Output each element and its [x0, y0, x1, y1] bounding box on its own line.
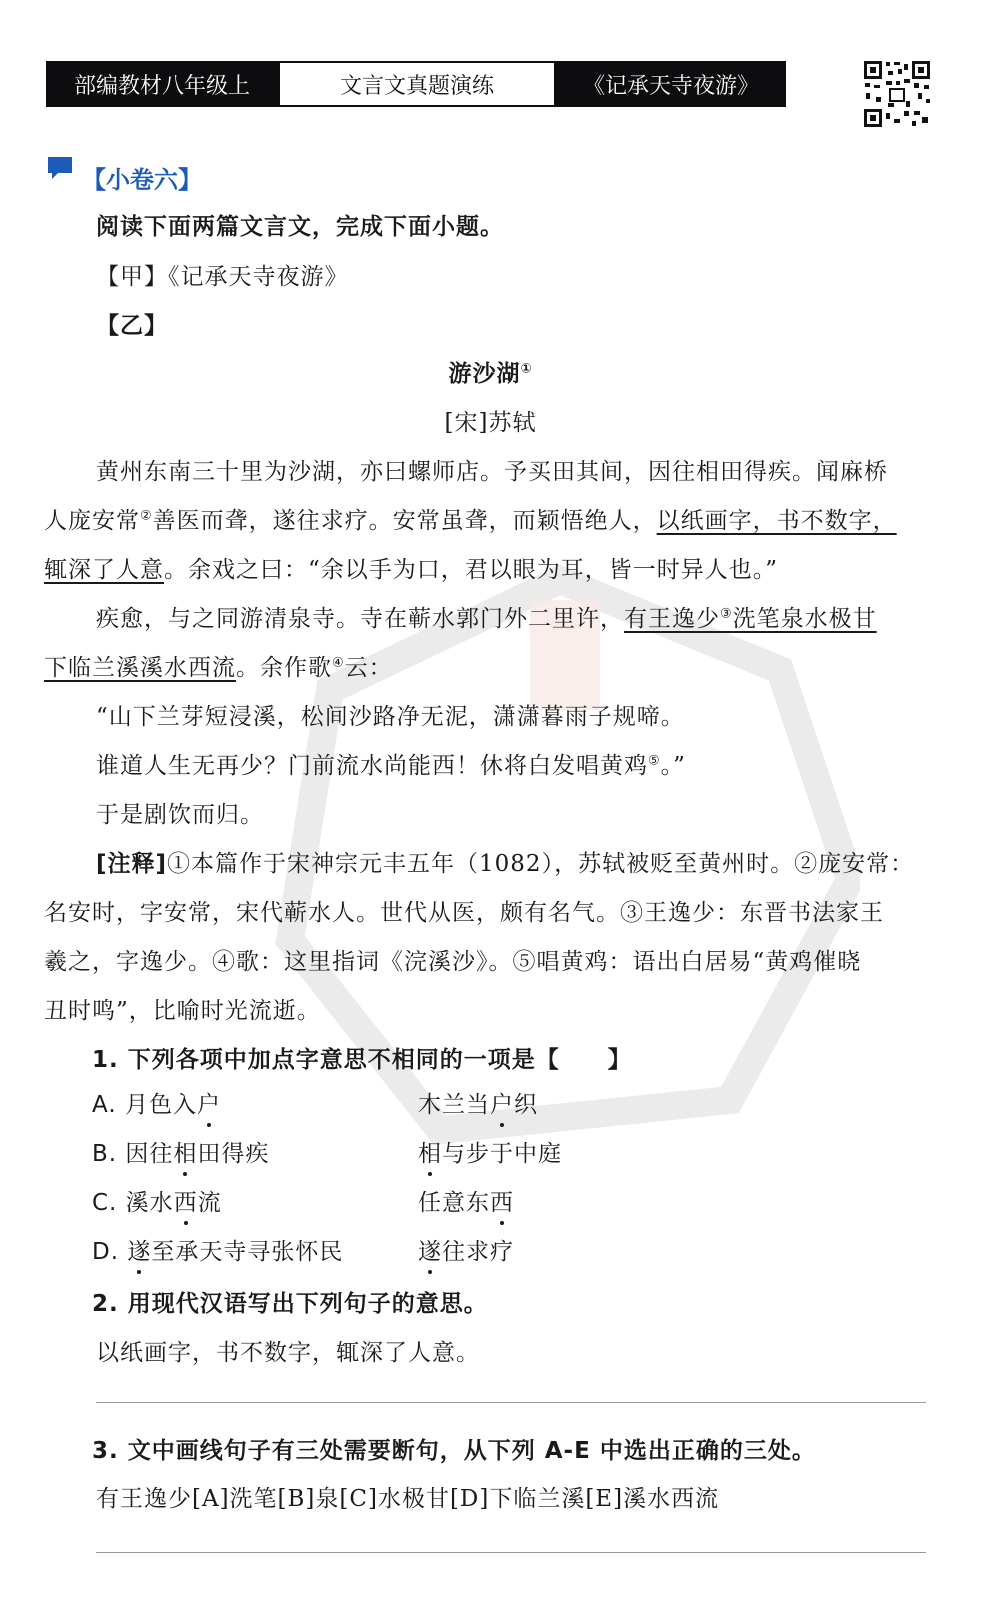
question-2-sentence: 以纸画字，书不数字，辄深了人意。	[96, 1340, 480, 1366]
option-text: 任意东	[418, 1190, 490, 1216]
option-text: C. 溪水	[92, 1190, 174, 1216]
passage-jia-label: 【甲】《记承天寺夜游》	[96, 264, 349, 290]
dotted-char: 遂	[418, 1233, 442, 1266]
option-text: 田得疾	[197, 1141, 270, 1167]
question-1-stem: 1. 下列各项中加点字意思不相同的一项是【 】	[92, 1047, 632, 1073]
question-3-sentence: 有王逸少[A]洗笔[B]泉[C]水极甘[D]下临兰溪[E]溪水西流	[96, 1486, 720, 1512]
header-grade-cell	[46, 61, 278, 107]
passage-text: 人庞安常	[44, 508, 140, 534]
q1-option-d-right	[418, 1233, 514, 1266]
qr-code-icon[interactable]	[862, 59, 932, 129]
bookmark-icon	[46, 155, 76, 181]
dotted-char: 相	[173, 1135, 197, 1168]
footnote-ref: ②	[140, 508, 153, 524]
passage-author: [宋]苏轼	[444, 410, 537, 436]
instructions: 阅读下面两篇文言文，完成下面小题。	[96, 214, 504, 240]
poem-line2	[96, 747, 686, 780]
header-title-cell	[556, 61, 786, 107]
header-grade-label: 部编教材八年级上	[73, 73, 250, 99]
footnote-ref: ④	[332, 655, 345, 671]
passage-p1-line1: 黄州东南三十里为沙湖，亦曰螺师店。予买田其间，因往相田得疾。闻麻桥	[96, 459, 888, 485]
option-text: D.	[92, 1239, 128, 1265]
q1-option-b-left[interactable]	[92, 1135, 269, 1168]
passage-text: 谁道人生无再少？门前流水尚能西！休将白发唱黄鸡	[96, 753, 648, 779]
option-text: 与步于中庭	[442, 1141, 562, 1167]
q1-option-c-right	[418, 1184, 514, 1217]
q1-option-a-left[interactable]	[92, 1086, 221, 1119]
passage-title	[0, 355, 981, 388]
option-text: 往求疗	[442, 1239, 514, 1265]
notes-line3: 羲之，字逸少。④歌：这里指词《浣溪沙》。⑤唱黄鸡：语出白居易“黄鸡催晓	[44, 949, 862, 975]
passage-text: 洗笔泉水极甘	[732, 606, 877, 632]
q1-option-d-left[interactable]	[92, 1233, 343, 1266]
passage-p2-line2	[44, 649, 393, 682]
dotted-char: 户	[197, 1086, 221, 1119]
footnote-ref: ③	[720, 606, 733, 622]
option-text: A. 月色入	[92, 1092, 197, 1118]
passage-text: 。余戏之曰：“余以手为口，君以眼为耳，皆一时异人也。”	[164, 557, 779, 583]
underlined-sentence: 辄深了人意	[44, 557, 164, 583]
dotted-char: 西	[490, 1184, 514, 1217]
section-title: 【小卷六】	[82, 166, 202, 194]
dotted-char: 户	[490, 1086, 514, 1119]
underlined-sentence: 以纸画字，书不数字，	[656, 508, 897, 534]
option-text: 木兰当	[418, 1092, 490, 1118]
option-text: 织	[514, 1092, 538, 1118]
passage-title-note: ①	[520, 361, 533, 377]
question-2-stem: 2. 用现代汉语写出下列句子的意思。	[92, 1291, 488, 1317]
dotted-char: 西	[174, 1184, 198, 1217]
q1-option-b-right	[418, 1135, 562, 1168]
notes-line2: 名安时，字安常，宋代蕲水人。世代从医，颇有名气。③王逸少：东晋书法家王	[44, 900, 884, 926]
footnote-ref: ⑤	[648, 753, 661, 769]
q1-option-a-right	[418, 1086, 538, 1119]
passage-text: 善医而聋，遂往求疗。安常虽聋，而颖悟绝人，	[152, 508, 657, 534]
header-title-label: 《记承天寺夜游》	[582, 73, 759, 99]
notes-label: [注释]	[96, 851, 168, 877]
header-type-label: 文言文真题演练	[339, 73, 494, 99]
passage-p1-line3	[44, 551, 778, 584]
dotted-char: 相	[418, 1135, 442, 1168]
passage-end: 于是剧饮而归。	[96, 802, 264, 828]
q1-option-c-left[interactable]	[92, 1184, 222, 1217]
notes-text: ①本篇作于宋神宗元丰五年（1082），苏轼被贬至黄州时。②庞安常：	[167, 851, 915, 877]
option-text: 至承天寺寻张怀民	[151, 1239, 344, 1265]
option-text: 流	[197, 1190, 222, 1216]
passage-title-text: 游沙湖	[448, 361, 521, 387]
dotted-char: 遂	[127, 1233, 151, 1266]
notes-line1	[96, 845, 914, 878]
passage-text: 。余作歌	[236, 655, 332, 681]
passage-text: 疾愈，与之同游清泉寺。寺在蕲水郭门外二里许，	[96, 606, 624, 632]
passage-text: 云：	[344, 655, 393, 681]
passage-text: 。”	[660, 753, 686, 779]
passage-p2-line1	[96, 600, 877, 633]
passage-yi-label: 【乙】	[96, 313, 168, 339]
header-type-cell	[278, 61, 556, 107]
passage-p1-line2	[44, 502, 897, 535]
question-3-stem: 3. 文中画线句子有三处需要断句，从下列 A-E 中选出正确的三处。	[92, 1438, 816, 1464]
passage-text: 有王逸少	[624, 606, 720, 632]
notes-line4: 丑时鸣”，比喻时光流逝。	[44, 998, 321, 1024]
poem-line1: “山下兰芽短浸溪，松间沙路净无泥，潇潇暮雨子规啼。	[96, 704, 685, 730]
answer-line-q2[interactable]	[96, 1402, 926, 1403]
underlined-sentence: 下临兰溪溪水西流	[44, 655, 236, 681]
underlined-sentence	[624, 606, 877, 632]
answer-line-q3[interactable]	[96, 1552, 926, 1553]
option-text: B. 因往	[92, 1141, 174, 1167]
